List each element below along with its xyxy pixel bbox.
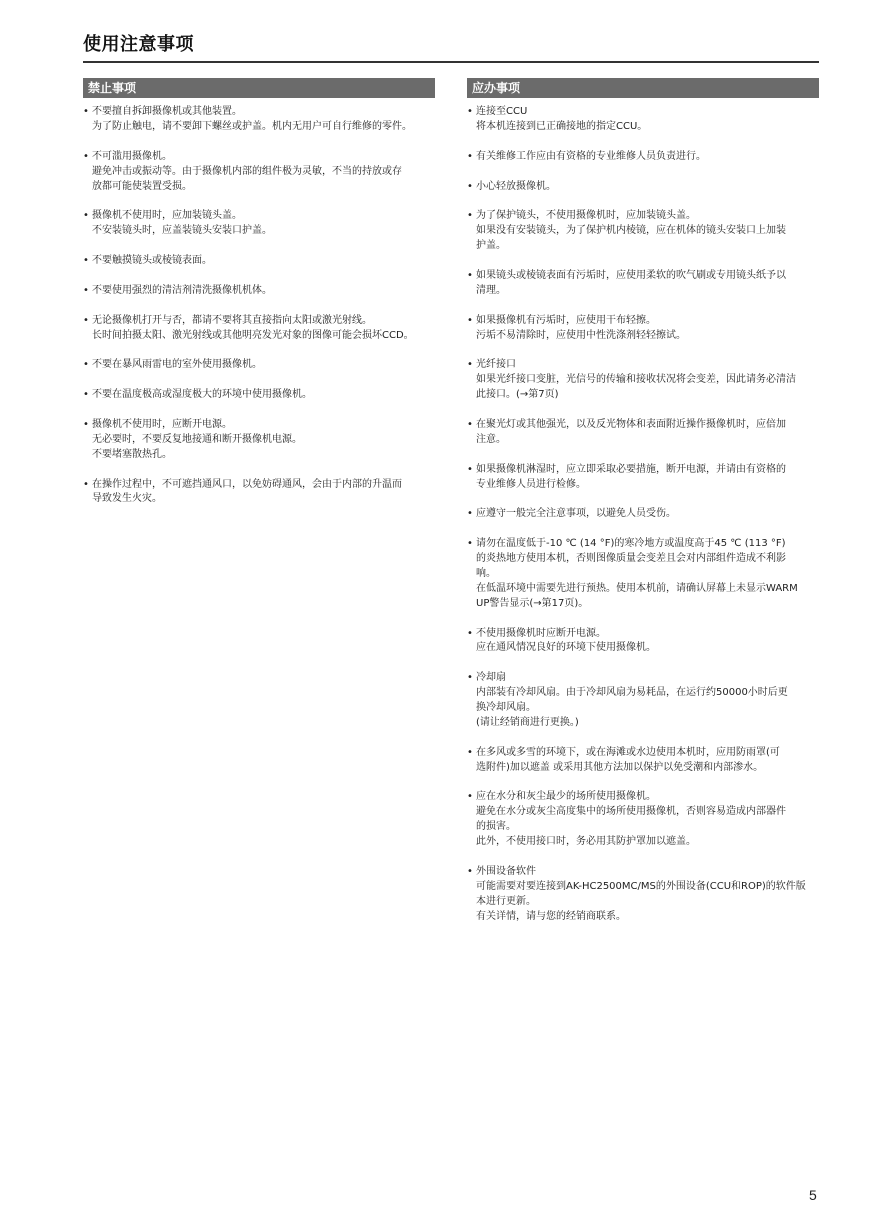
item-text-line: 小心轻放摄像机。 [476,180,556,192]
item-text-line: 如果没有安装镜头，为了保护机内棱镜，应在机体的镜头安装口上加装 [476,225,786,237]
item-text-line: 如果摄像机有污垢时，应使用干布轻擦。 [476,314,656,326]
item-text-line: 放都可能使装置受损。 [92,180,192,192]
requirements-header: 应办事项 [467,78,819,98]
item-text-line: 将本机连接到已正确接地的指定CCU。 [476,120,648,132]
item-text-line: 不要擅自拆卸摄像机或其他装置。 [92,106,242,117]
item-text-line: 清理。 [476,284,506,296]
left-list-item [83,478,435,508]
left-list-item [83,388,435,403]
prohibitions-header: 禁止事项 [83,78,435,98]
right-list-item [467,746,819,776]
bullet-icon: • [467,538,473,550]
item-text-line: 有关维修工作应由有资格的专业维修人员负责进行。 [476,150,706,162]
item-text-line: 不要在温度极高或湿度极大的环境中使用摄像机。 [92,389,312,401]
bullet-icon: • [467,314,473,326]
bullet-icon: • [83,284,89,296]
item-text-line: 摄像机不使用时，应断开电源。 [92,418,232,430]
bullet-icon: • [83,359,89,371]
prohibitions-column [83,78,435,507]
item-text-line: 本进行更新。 [476,895,536,907]
bullet-icon: • [467,269,473,281]
item-text-line: 不安装镜头时，应盖装镜头安装口护盖。 [92,225,272,237]
left-list-item [83,284,435,299]
item-text-line: 避免在水分或灰尘高度集中的场所使用摄像机，否则容易造成内部器件 [476,806,786,818]
left-list-item [83,254,435,269]
item-text-line: 在低温环境中需要先进行预热。使用本机前，请确认屏幕上未显示WARM [476,582,798,594]
item-text-line: 内部装有冷却风扇。由于冷却风扇为易耗品，在运行约50000小时后更 [476,687,788,699]
bullet-icon: • [467,865,473,877]
bullet-icon: • [467,508,473,520]
item-text-line: 为了保护镜头，不使用摄像机时，应加装镜头盖。 [476,210,696,222]
item-text-line: 有关详情，请与您的经销商联系。 [476,910,626,922]
right-list-item [467,507,819,522]
item-text-line: 如果镜头或棱镜表面有污垢时，应使用柔软的吹气刷或专用镜头纸予以 [476,269,786,281]
left-list-item [83,150,435,195]
item-text-line: 光纤接口 [476,359,516,371]
page-number: 5 [809,1187,817,1203]
right-list-item [467,209,819,254]
bullet-icon: • [83,389,89,401]
item-text-line: 不使用摄像机时应断开电源。 [476,627,606,639]
item-text-line: 选附件)加以遮盖 或采用其他方法加以保护以免受潮和内部渗水。 [476,761,764,773]
item-text-line: 不可滥用摄像机。 [92,150,172,162]
bullet-icon: • [467,359,473,371]
item-text-line: 此接口。(→第7页) [476,389,559,401]
right-list-item [467,537,819,612]
bullet-icon: • [467,210,473,222]
item-text-line: 如果摄像机淋湿时，应立即采取必要措施，断开电源，并请由有资格的 [476,463,786,475]
bullet-icon: • [83,418,89,430]
left-list-item [83,418,435,463]
item-text-line: 应在通风情况良好的环境下使用摄像机。 [476,642,656,654]
right-list-item [467,314,819,344]
bullet-icon: • [467,106,473,117]
bullet-icon: • [83,150,89,162]
item-text-line: UP警告显示(→第17页)。 [476,597,589,609]
page-title: 使用注意事项 [83,34,194,55]
item-text-line: 注意。 [476,433,506,445]
item-text-line: 外围设备软件 [476,865,536,877]
right-list-item [467,463,819,493]
bullet-icon: • [467,791,473,803]
item-text-line: 不要触摸镜头或棱镜表面。 [92,255,212,267]
item-text-line: (请让经销商进行更换。) [476,716,579,728]
item-text-line: 不要在暴风雨雷电的室外使用摄像机。 [92,359,262,371]
item-text-line: 的损害。 [476,821,516,833]
item-text-line: 为了防止触电，请不要卸下螺丝或护盖。机内无用户可自行维修的零件。 [92,120,412,132]
item-text-line: 在多风或多雪的环境下，或在海滩或水边使用本机时，应用防雨罩(可 [476,746,780,758]
item-text-line: 的炎热地方使用本机，否则图像质量会变差且会对内部组件造成不利影 [476,553,786,565]
right-list-item [467,358,819,403]
right-list-item [467,418,819,448]
requirements-column [467,78,819,925]
item-text-line: 请勿在温度低于-10 ℃ (14 °F)的寒冷地方或温度高于45 ℃ (113 °F) [476,538,786,550]
title-divider [83,61,819,63]
item-text-line: 无必要时，不要反复地接通和断开摄像机电源。 [92,433,302,445]
bullet-icon: • [467,418,473,430]
item-text-line: 此外，不使用接口时，务必用其防护罩加以遮盖。 [476,836,696,848]
left-list-item [83,209,435,239]
bullet-icon: • [83,478,89,490]
item-text-line: 导致发生火灾。 [92,493,162,505]
item-text-line: 在聚光灯或其他强光，以及反光物体和表面附近操作摄像机时，应倍加 [476,418,786,430]
bullet-icon: • [83,210,89,222]
item-text-line: 不要堵塞散热孔。 [92,448,172,460]
item-text-line: 冷却扇 [476,672,506,684]
right-list-item [467,269,819,299]
bullet-icon: • [467,150,473,162]
item-text-line: 护盖。 [476,240,506,252]
item-text-line: 无论摄像机打开与否，都请不要将其直接指向太阳或激光射线。 [92,314,372,326]
item-text-line: 换冷却风扇。 [476,702,536,714]
bullet-icon: • [467,672,473,684]
bullet-icon: • [467,627,473,639]
left-list-item [83,314,435,344]
bullet-icon: • [467,463,473,475]
item-text-line: 避免冲击或振动等。由于摄像机内部的组件极为灵敏，不当的持放或存 [92,165,402,177]
item-text-line: 应在水分和灰尘最少的场所使用摄像机。 [476,791,656,803]
right-list-item [467,671,819,731]
item-text-line: 如果光纤接口变脏，光信号的传输和接收状况将会变差，因此请务必清洁 [476,374,796,386]
item-text-line: 可能需要对要连接到AK-HC2500MC/MS的外围设备(CCU和ROP)的软件版 [476,880,806,892]
item-text-line: 摄像机不使用时，应加装镜头盖。 [92,210,242,222]
right-list-item [467,790,819,850]
item-text-line: 在操作过程中，不可遮挡通风口，以免妨碍通风，会由于内部的升温而 [92,478,402,490]
prohibitions-list [83,105,435,507]
bullet-icon: • [467,180,473,192]
requirements-list [467,105,819,925]
bullet-icon: • [83,255,89,267]
left-list-item [83,105,435,135]
bullet-icon: • [83,314,89,326]
item-text-line: 不要使用强烈的清洁剂清洗摄像机机体。 [92,284,272,296]
right-list-item [467,865,819,925]
item-text-line: 连接至CCU [476,106,528,117]
right-list-item [467,180,819,195]
bullet-icon: • [83,106,89,117]
right-list-item [467,105,819,135]
right-list-item [467,150,819,165]
left-list-item [83,358,435,373]
item-text-line: 长时间拍摄太阳、激光射线或其他明亮发光对象的图像可能会损坏CCD。 [92,329,414,341]
bullet-icon: • [467,746,473,758]
item-text-line: 污垢不易清除时，应使用中性洗涤剂轻轻擦试。 [476,329,686,341]
item-text-line: 应遵守一般完全注意事项，以避免人员受伤。 [476,508,676,520]
item-text-line: 专业维修人员进行检修。 [476,478,586,490]
right-list-item [467,627,819,657]
item-text-line: 响。 [476,567,496,579]
